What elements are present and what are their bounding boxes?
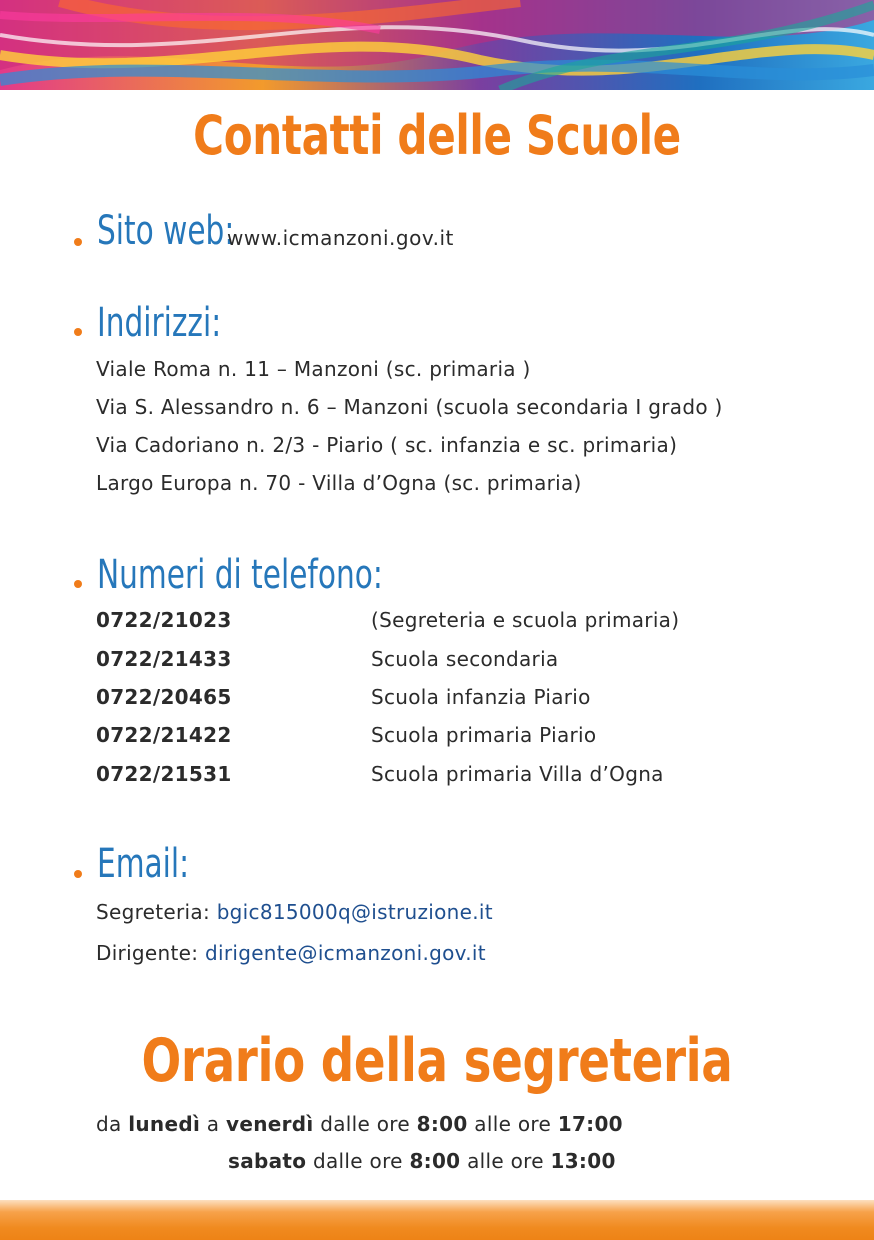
- hours-text: dalle ore: [320, 1112, 410, 1136]
- bullet-icon: [74, 238, 82, 246]
- hours-weekdays: [96, 1112, 623, 1136]
- website-section: [97, 208, 234, 254]
- email-heading: Email:: [97, 841, 190, 887]
- address-line: Via S. Alessandro n. 6 – Manzoni (scuola secondaria I grado ): [96, 395, 723, 419]
- phone-number[interactable]: 0722/21433: [96, 647, 232, 671]
- phone-description: Scuola secondaria: [371, 647, 559, 671]
- email-segreteria-row: [96, 900, 493, 924]
- hours-text: dalle ore: [313, 1149, 403, 1173]
- website-label: Sito web:: [97, 208, 235, 254]
- bullet-icon: [74, 580, 82, 588]
- bullet-icon: [74, 870, 82, 878]
- address-line: Largo Europa n. 70 - Villa d’Ogna (sc. primaria): [96, 471, 582, 495]
- hours-end-time: 17:00: [557, 1112, 623, 1136]
- hours-text: a: [206, 1112, 220, 1136]
- hours-to-day: venerdì: [226, 1112, 314, 1136]
- phone-description: Scuola infanzia Piario: [371, 685, 591, 709]
- email-dirigente-row: [96, 941, 486, 965]
- phone-description: Scuola primaria Piario: [371, 723, 597, 747]
- decorative-banner: [0, 0, 874, 90]
- hours-saturday: [228, 1149, 616, 1173]
- phones-heading: Numeri di telefono:: [97, 552, 383, 598]
- hours-title: Orario della segreteria: [141, 1026, 733, 1096]
- phone-description: Scuola primaria Villa d’Ogna: [371, 762, 664, 786]
- address-line: Viale Roma n. 11 – Manzoni (sc. primaria ): [96, 357, 531, 381]
- hours-start-time: 8:00: [409, 1149, 461, 1173]
- address-line: Via Cadoriano n. 2/3 - Piario ( sc. infanzia e sc. primaria): [96, 433, 678, 457]
- website-url[interactable]: www.icmanzoni.gov.it: [227, 226, 454, 250]
- email-segreteria-link[interactable]: bgic815000q@istruzione.it: [216, 900, 493, 924]
- hours-text: da: [96, 1112, 122, 1136]
- hours-text: alle ore: [467, 1149, 544, 1173]
- hours-saturday-day: sabato: [228, 1149, 307, 1173]
- email-dirigente-label: Dirigente:: [96, 941, 199, 965]
- email-segreteria-label: Segreteria:: [96, 900, 211, 924]
- bottom-decorative-bar: [0, 1200, 874, 1240]
- hours-from-day: lunedì: [128, 1112, 201, 1136]
- phone-number[interactable]: 0722/21531: [96, 762, 232, 786]
- hours-end-time: 13:00: [550, 1149, 616, 1173]
- phone-number[interactable]: 0722/21023: [96, 608, 232, 632]
- hours-text: alle ore: [474, 1112, 552, 1136]
- phone-description: (Segreteria e scuola primaria): [371, 608, 680, 632]
- addresses-heading: Indirizzi:: [97, 300, 222, 346]
- page-title: Contatti delle Scuole: [193, 104, 681, 167]
- phone-number[interactable]: 0722/21422: [96, 723, 232, 747]
- phone-number[interactable]: 0722/20465: [96, 685, 232, 709]
- email-dirigente-link[interactable]: dirigente@icmanzoni.gov.it: [204, 941, 486, 965]
- hours-start-time: 8:00: [416, 1112, 468, 1136]
- bullet-icon: [74, 328, 82, 336]
